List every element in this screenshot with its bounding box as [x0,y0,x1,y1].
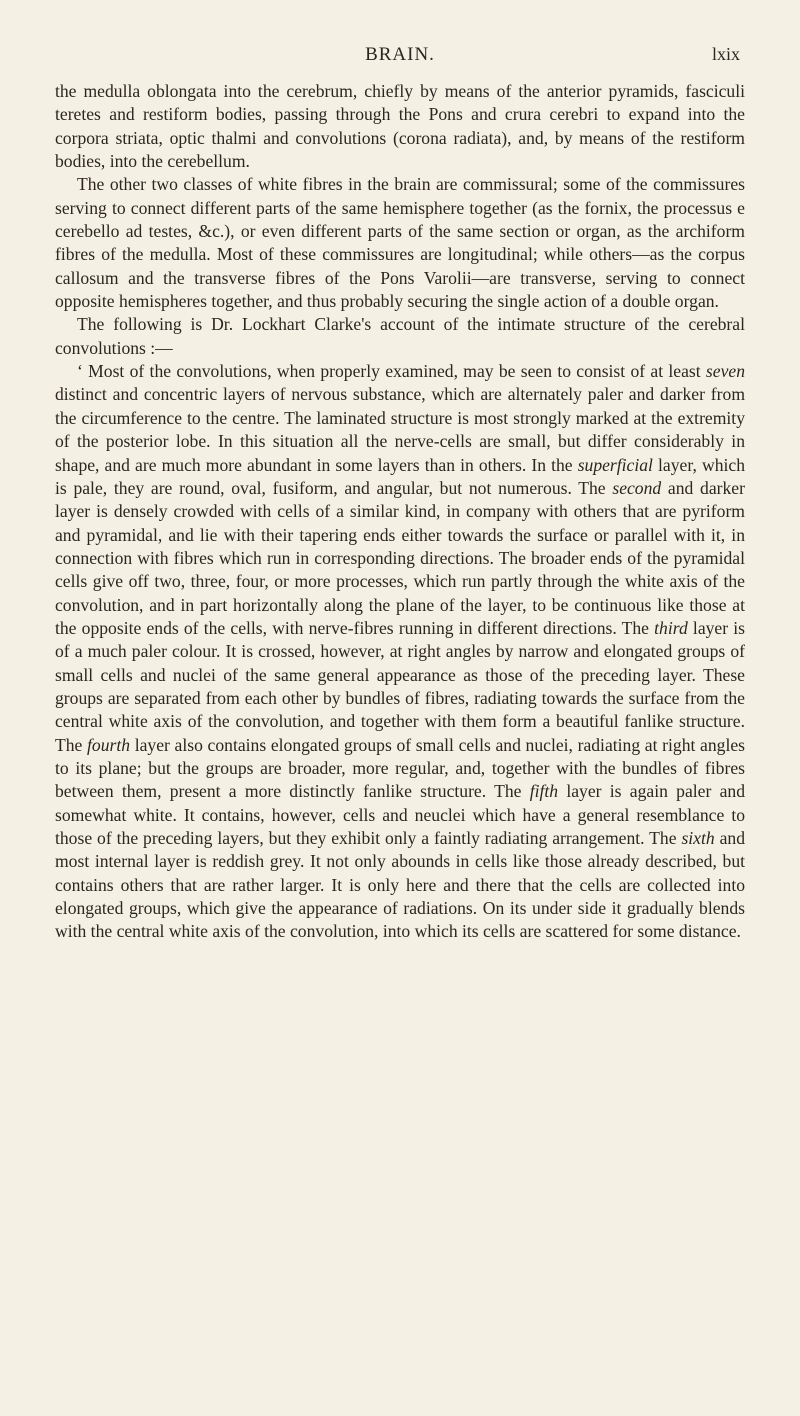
running-head [60,44,740,74]
text-run: and darker layer is densely crowded with cells of a similar kind, in company with others that are pyriform and pyramidal, and lie with their tapering ends either towards the surface or parallel with it, in connection with fibres which run in corresponding directions. The broader ends of the pyramidal cells give off two, three, four, or more processes, which run partly through the white axis of the convolution, and in part horizontally along the plane of the layer, to be continuous like those at the opposite ends of the cells, with nerve-fibres running in different directions. The [55,477,745,638]
body-text [55,80,745,944]
paragraph: The following is Dr. Lockhart Clarke's account of the intimate structure of the cerebral convolutions :— [55,314,745,358]
text-run: layer, which is pale, they are round, oval, fusiform, and angular, but not numerous. The [55,454,745,498]
quoted-paragraph [55,360,745,944]
text-run: distinct and concentric layers of nervous substance, which are alternately paler and darker from the circumference to the centre. The laminated structure is most strongly marked at the extremity of the posterior lobe. In this situation all the nerve-cells are small, but differ considerably in shape, and are much more abundant in some layers than in others. In the [55,384,745,475]
emphasis: second [612,477,662,498]
emphasis: fourth [87,734,131,755]
text-run: ‘ Most of the convolutions, when properly examined, may be seen to consist of at least [77,361,706,382]
emphasis: sixth [681,828,715,848]
text-run: and most internal layer is reddish grey. It not only abounds in cells like those already described, but contains others that are rather larger. It is only here and there that the cells are collected into elongated groups, which give the appearance of radiations. On its under side it gradually blends with the central white axis of the convolution, into which its cells are scattered for some distance. [55,828,745,942]
text-run: layer is of a much paler colour. It is crossed, however, at right angles by narrow and elongated groups of small cells and nuclei of the same general appearance as those of the preceding layer. These groups are separated from each other by bundles of fibres, radiating towards the surface from the central white axis of the convolution, and together with them form a beautiful fanlike structure. The [55,617,745,755]
paragraph: the medulla oblongata into the cerebrum, chiefly by means of the anterior pyramids, fasciculi teretes and restiform bodies, passing through the Pons and crura cerebri to expand into the corpora striata, optic thalmi and convolutions (corona radiata), and, by means of the restiform bodies, into the cerebellum. [55,81,745,172]
text-run: layer is again paler and somewhat white. It contains, however, cells and neuclei which have a general resemblance to those of the preceding layers, but they exhibit only a faintly radiating arrangement. The [55,781,745,848]
emphasis: third [654,617,688,638]
emphasis: seven [705,361,745,382]
paragraph: The other two classes of white fibres in the brain are commissural; some of the commissures serving to connect different parts of the same hemisphere together (as the fornix, the processus e cerebello ad testes, &c.), or even different parts of the same section or organ, as the archiform fibres of the medulla. Most of these commissures are longitudinal; while others—as the corpus callosum and the transverse fibres of the Pons Varolii—are transverse, serving to connect opposite hemispheres together, and thus probably securing the single action of a double organ. [55,174,745,312]
emphasis: superficial [577,454,653,475]
text-run: layer also contains elongated groups of small cells and nuclei, radiating at right angles to its plane; but the groups are broader, more regular, and, together with the bundles of fibres between them, present a more distinctly fanlike structure. The [55,734,745,802]
page-number: lxix [711,44,740,64]
emphasis: fifth [529,781,559,802]
running-title: BRAIN. [365,44,435,65]
